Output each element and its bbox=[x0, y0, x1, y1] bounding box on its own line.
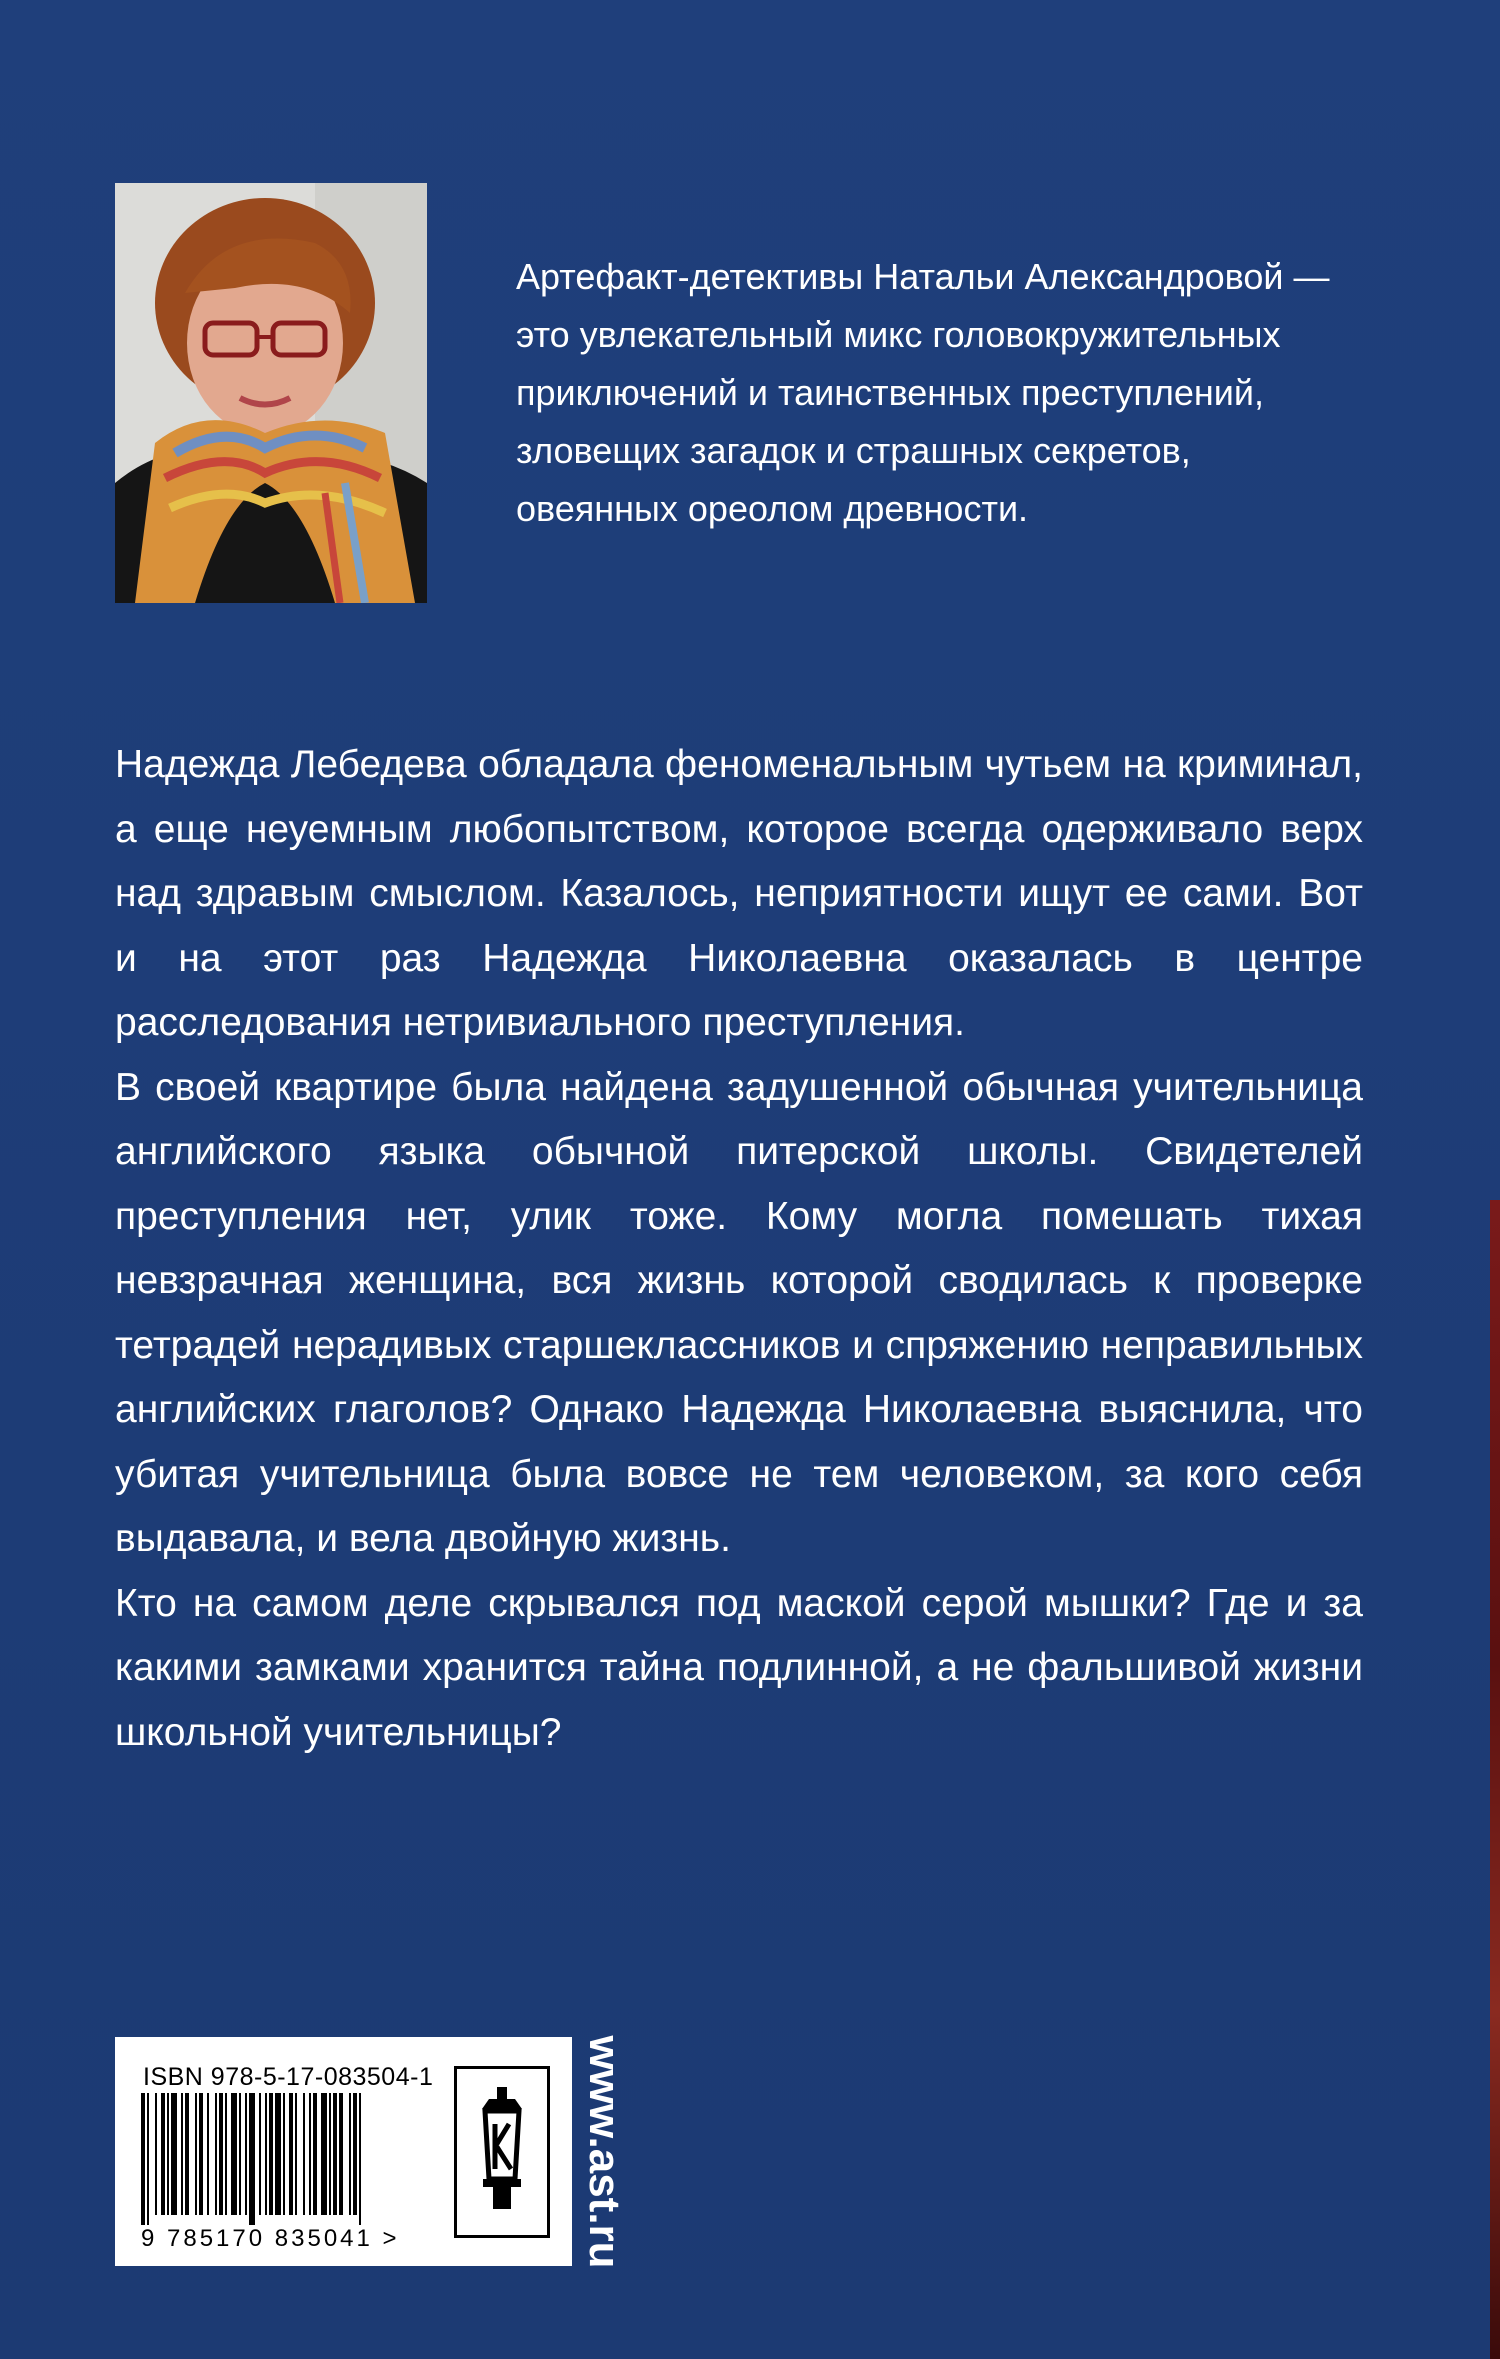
barcode-bar bbox=[309, 2093, 311, 2215]
barcode-bar bbox=[185, 2093, 189, 2215]
barcode-bar bbox=[283, 2093, 285, 2215]
barcode-bar bbox=[167, 2093, 169, 2215]
barcode-bar bbox=[333, 2093, 337, 2215]
barcode-bar bbox=[313, 2093, 317, 2215]
blurb-line: овеянных ореолом древности. bbox=[516, 488, 1029, 529]
barcode-bar bbox=[181, 2093, 183, 2215]
barcode-bar bbox=[155, 2093, 157, 2215]
barcode-bar bbox=[195, 2093, 197, 2215]
barcode-bar bbox=[171, 2093, 177, 2215]
description-paragraph: В своей квартире была найдена задушенной обычная учительница английского языка обычной питерской школы. Свидетелей преступления нет, улик тоже. Кому могла помешать тихая невзрачная женщина, вся жизнь которой сводилась к проверке тетрадей нерадивых старшеклассников и спряжению неправильных английских глаголов? Однако Надежда Николаевна выяснила, что убитая учительница была вовсе не тем человеком, за кого себя выдавала, и вела двойную жизнь. bbox=[115, 1065, 1363, 1560]
barcode-bar bbox=[259, 2093, 261, 2215]
description-paragraph: Кто на самом деле скрывался под маской серой мышки? Где и за какими замками хранится тайна подлинной, а не фальшивой жизни школьной учительницы? bbox=[115, 1581, 1363, 1754]
blurb-line: это увлекательный микс головокружительных bbox=[516, 314, 1281, 355]
barcode-bar bbox=[161, 2093, 165, 2215]
website-label[interactable]: www.ast.ru bbox=[580, 2035, 629, 2269]
series-blurb bbox=[516, 248, 1416, 538]
barcode-bar bbox=[321, 2093, 327, 2215]
edge-strip bbox=[1490, 1200, 1500, 2359]
publisher-website[interactable] bbox=[574, 2036, 634, 2268]
barcode-bar bbox=[141, 2093, 145, 2225]
author-photo bbox=[115, 183, 427, 603]
blurb-line: приключений и таинственных преступлений, bbox=[516, 372, 1265, 413]
barcode-bar bbox=[349, 2093, 351, 2215]
barcode-bar bbox=[303, 2093, 305, 2215]
isbn-number: ISBN 978-5-17-083504-1 bbox=[143, 2063, 434, 2091]
barcode-bar bbox=[245, 2093, 247, 2215]
barcode-bar bbox=[225, 2093, 227, 2215]
blurb-line: Артефакт-детективы Натальи Александровой — bbox=[516, 256, 1330, 297]
barcode-bar bbox=[269, 2093, 273, 2215]
lantern-logo-icon bbox=[454, 2066, 550, 2238]
barcode-bar bbox=[359, 2093, 361, 2225]
barcode-bar bbox=[207, 2093, 209, 2215]
barcode-bar bbox=[239, 2093, 241, 2215]
barcode-bar bbox=[147, 2093, 149, 2225]
book-description bbox=[115, 733, 1363, 1765]
barcode-bar bbox=[199, 2093, 203, 2215]
barcode-bar bbox=[289, 2093, 293, 2215]
barcode-bars bbox=[141, 2093, 431, 2225]
barcode-bar bbox=[353, 2093, 357, 2215]
barcode-bar bbox=[295, 2093, 297, 2215]
barcode-bar bbox=[275, 2093, 281, 2215]
barcode-bar bbox=[219, 2093, 223, 2215]
barcode-bar bbox=[339, 2093, 343, 2215]
barcode-bar bbox=[265, 2093, 267, 2215]
blurb-line: зловещих загадок и страшных секретов, bbox=[516, 430, 1191, 471]
barcode-bar bbox=[329, 2093, 331, 2215]
barcode-digits: 9 785170 835041 > bbox=[141, 2225, 400, 2252]
description-paragraph: Надежда Лебедева обладала феноменальным чутьем на криминал, а еще неуемным любопытством, которое всегда одерживало верх над здравым смыслом. Казалось, неприятности ищут ее сами. Вот и на этот раз Надежда Николаевна оказалась в центре расследования нетривиального преступления. bbox=[115, 743, 1363, 1044]
barcode-bar bbox=[249, 2093, 255, 2225]
barcode-bar bbox=[215, 2093, 217, 2215]
barcode-bar bbox=[231, 2093, 237, 2215]
